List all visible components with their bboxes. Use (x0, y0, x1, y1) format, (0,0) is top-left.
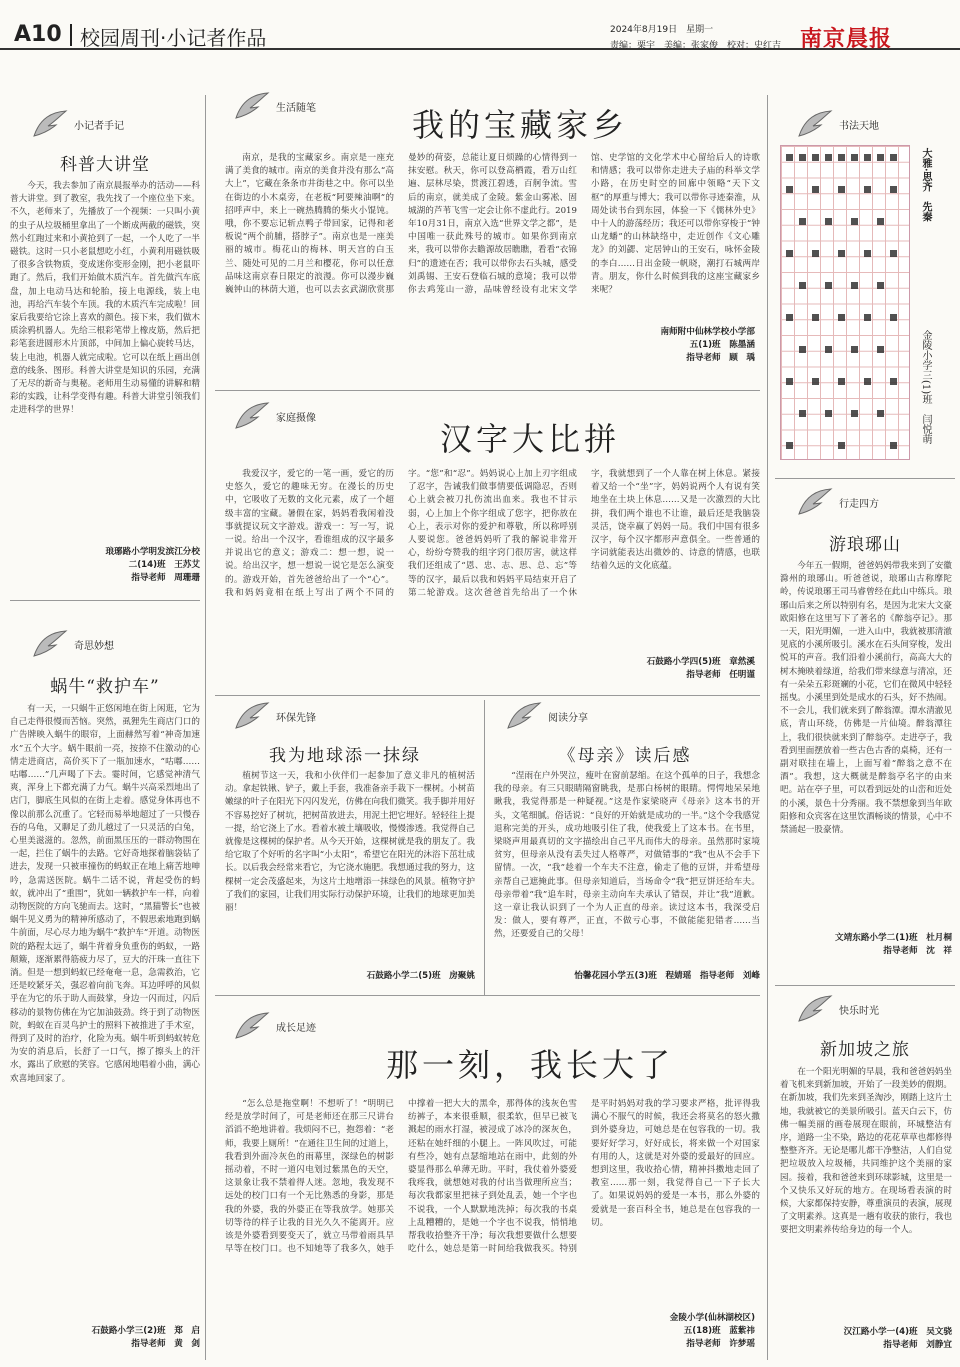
article-byline (780, 1326, 952, 1352)
issue-date: 2024年8月19日 星期一 (610, 25, 714, 35)
article-title: 科普大讲堂 (60, 155, 150, 175)
feather-quill-icon (232, 700, 272, 732)
section-label: 小记者手记 (74, 120, 124, 132)
section-divider (775, 985, 955, 986)
article-body: “涅雨在户外哭泣，瘦叶在窗前瑟缩。在这个孤单的日子，我想念我的母亲。有三只眼睛隔窗眺我，是那白杨树的眼睛。愕愕地呆呆地瞅我，我觉得那是一种疑视。”这是作家梁晓声《母亲》这本书的开头，文笔细腻。俗话说：“良好的开始就是成功的一半。”这个令我感觉退称完美的开头，成功地吸引住了我，使我爱上了这本书。在书里，梁晓声用最真切的文字描绘出自己平凡而伟大的母亲。虽然那时家境贫穷，但母亲从没有丢失过人格尊严，对做错事的“我”也从不会手下留情。一次，“我”趁着一个车夫不注意，偷走了他的豆饼，并希望母亲帮自己遮掩此事。但母亲知道后，当场命令“我”把豆饼还给车夫。母亲带着“我”追车时，母亲主动向车夫承认了错误，并让“我”道歉。这一章让我认识到了一个为人正直的母亲。读过这本书，我深受启发：做人，要有尊严，正直，不做亏心事，不做能能犯错者……当然，还要爱自己的父母！ (494, 771, 760, 940)
feather-quill-icon (30, 628, 70, 660)
section-badge (795, 486, 879, 518)
column-divider (484, 700, 485, 995)
section-label: 阅读分享 (548, 712, 588, 724)
byline-school: 琅琊路小学明发滨江分校 (105, 547, 200, 557)
editor-credits: 责编：栗宇 美编：张家俊 校对：史红吉 (610, 41, 782, 51)
byline-teacher: 指导老师 任明谨 (686, 670, 755, 680)
byline-author: 汉江路小学一(4)班 吴文骁 (843, 1327, 952, 1337)
byline-author: 石鼓路小学三(2)班 郑 启 (91, 1326, 200, 1336)
section-label: 行走四方 (839, 498, 879, 510)
byline-school: 金陵小学(仙林湖校区) (669, 1313, 755, 1323)
article-byline (570, 1312, 755, 1351)
section-label: 家庭摄像 (276, 412, 316, 424)
section-badge (30, 628, 114, 660)
article-body: 今天，我去参加了南京晨报举办的活动——科普大讲堂。到了教室，我先找了一个座位坐下来。不久，老师来了，先播放了一个视频：一只叫小黄的虫子从垃圾桶里拿出了一个断成两截的磁铁，突然小红跑过来和小黄抢到了一起，一个人吃了一半磁铁。这时一只小老鼠想吃小红，小黄利用磁铁吸了很多含铁物质，变成迷你变形金刚，把小老鼠吓跑了。然后，我们开始做木质汽车。首先做汽车底盘，加上电动马达和轮胎，接上电源线，装上电池，再给汽车装个车顶。我的木质汽车完成啦！回家后我要给它涂上喜欢的颜色。接下来，我们做木质涂鸦机器人。先给三根彩笔带上橡皮筋，然后把彩笔套进圆形木片顶部，中间加上偏心旋转马达，装上电池，机器人就完成啦。它可以在纸上画出创意的线条、图形。科普大讲堂是知识的乐园，充满了无尽的新奇与奥秘。老师用生动易懂的讲解和精彩的实践，让科学变得有趣。科普大讲堂引领我们走进科学的世界！ (10, 181, 200, 416)
page-number: A10 (14, 22, 62, 47)
article-body: “怎么总是拖堂啊！不想听了！”明明已经是放学时间了，可是老师还在那三尺讲台滔滔不绝地讲着。我烦闷不已，抱怨着：“老师，我要上厕所！”在通往卫生间的过道上，我看到外面冷灰色的雨幕里，深绿色的树影摇动着，不时一道闪电划过紫黑色的天空，这景象让我不禁着得人迷。忽地，我发现不远处的校门口有一个无比熟悉的身影，那是我的外婆，我的外婆正在等我放学。她那关切等待的样子让我的目光久久不能离开。应该是外婆看到要变天了，就立马带着雨具早早等在校门口。也不知她等了我多久，她手中撑着一把大大的黑伞，那得体的浅灰色雪纺裤子，本来很垂顺，很柔软，但早已被飞溅起的雨水打湿，被浸成了冰冷的深灰色，还粘在她纤细的小腿上。一阵风吹过，可能有些冷，她有点瑟缩地站在雨中，此刻的外婆显得那么单薄无助。平时，我仗着外婆爱我疼我，就想她对我的付出当做理所应当；每次我都家里把袜子到处乱丢，她一个字也不说我，一个人默默地洗掉；每次我的书桌上乱糟糟的，是她一个字也不说我，悄悄地帮我收拾整齐干净；每次我想要做什么想要吃什么，她总是第一时间给我做我买。特别是平时妈妈对我的学习要求严格，批评得我满心不服气的时候，我还会将莫名的怒火撒到外婆身边，可她总是在包容我的一切。我要好好学习，好好成长，将来做一个对国家有用的人，这就是对外婆的爱最好的回应。想到这里，我收拾心情，精神抖擞地走回了教室……那一刻，我觉得自己一下子长大了。如果说妈妈的爱是一本书，那么外婆的爱就是一套百科全书，她总是在包容我的一切。 (225, 1099, 760, 1255)
calligraphy-artwork (780, 145, 910, 460)
byline-author: 怡馨花园小学五(3)班 程婧瑶 指导老师 刘峰 (574, 971, 760, 981)
byline-teacher: 指导老师 许梦瑶 (686, 1339, 755, 1349)
section-badge (232, 700, 316, 732)
article-title: 游琅琊山 (829, 535, 901, 555)
section-badge (30, 108, 124, 140)
section-badge (232, 90, 316, 122)
section-badge (232, 400, 316, 432)
article-title: 《母亲》读后感 (558, 746, 692, 766)
section-label: 奇思妙想 (74, 640, 114, 652)
article-title: 汉字大比拼 (439, 420, 620, 458)
section-divider (215, 995, 760, 996)
feather-quill-icon (232, 1010, 272, 1042)
section-label: 书法天地 (839, 120, 879, 132)
calligraphy-strokes (781, 146, 911, 461)
section-badge (795, 993, 879, 1025)
article-body: 在一个阳光明媚的早晨，我和爸爸妈妈坐着飞机来到新加坡，开始了一段美妙的假期。在新加坡，我们先来到圣淘沙，刚踏上这片土地，我就被它的美景所吸引。蓝天白云下，仿佛一幅美丽的画卷展现在眼前，环城整洁有序，道路一尘不染，路边的花花草草也都修得整整齐齐。无论是哪儿都干净整洁，人们自觉把垃圾放入垃圾桶，共同维护这个美丽的家园。接着，我和爸爸来到环球影城，这里是一个又快乐又好玩的地方。在现场看表演的时候，大家都保持安静，尊重演员的表演，展现了文明素养。这真是一趟有收获的旅行，我也要把文明素养传给身边的每一个人。 (780, 1067, 952, 1236)
article-body: 南京，是我的宝藏家乡。南京是一座充满了美食的城市。南京的美食并没有那么“高大上”，它藏在条条市井街巷之中。你可以坐在街边的小木桌旁，在老板“阿要辣油啊”的招呼声中，来上一碗热腾腾的柴火小馄饨。哦，你不要忘记斩点鸭子带回家，记得和老板说“两个前脯，搭脖子”。南京也是一座美丽的城市。梅花山的梅林、明天宫的白玉兰、随处可见的二月兰和樱花，你可以任意品味这南京春日限定的浪漫。你可以漫步巍巍钟山的林荫大道，也可以去玄武湖欣赏那曼妙的荷姿，总能让夏日烦躁的心情得到一抹安慰。秋天，你可以登高栖霞，看万山红遍、层林尽染，贯渡江碧透，百舸争流。雪后的南京，就美成了金陵。紫金山雾凇、固城湖的芦苇飞雪一定会让你不虚此行。2019年10月31日，南京入选“世界文学之都”，是中国唯一获此殊号的城市。如果你到南京来，我可以带你去瞻源故居瞧瞧，看看“衣锦归”的遗迹在否；我可以带你去石头城，感受刘禹锡、王安石登临石城的意境；我可以带你去鸡笼山一游，品味曾经设有北宋文学馆、史学馆的文化学术中心留给后人的诗歌和情感；我可以带你走进夫子庙的科举文学小路，在历史时空的回廊中领略“天下文枢”的厚重与博大；我可以带你寻迹秦淮，从周处读书台到东园，体验一下《儒林外史》中十人的游荡经历；我还可以带你穿梭于“钟山龙蟠”的山林缺络中，走近创作《文心雕龙》的刘勰、定居钟山的王安石，咏怀金陵的李白……日出金陵一帆晓，潮打石城两岸青。朋友，你什么时候到我的这座宝藏家乡来呢？ (225, 153, 760, 296)
section-title: 校园周刊·小记者作品 (80, 26, 267, 50)
newspaper-logo: 南京晨报 (800, 26, 893, 52)
section-label: 生活随笔 (276, 102, 316, 114)
article-byline (10, 546, 200, 585)
article-body: 有一天，一只蜗牛正悠闲地在街上闲逛，它为自己走得很慢而苦恼。突然，虱狸先生商店门口的广告牌映入蜗牛的眼帘，上面赫然写着“神奇加速水”五个大字。蜗牛眼前一亮，按捺不住激动的心情走进商店，高价买下了一瓶加速水，“咕嘟……咕嘟……”几声喝了下去。霎时间，它感觉神清气爽，浑身上下都充满了力气。蜗牛兴高采烈地出了店门，脚底生风似的在街上走着。感觉身体再也不像以前那么沉重了。它轻而易举地超过了一只慢吞吞的乌龟，又聊足了劲儿越过了一只灵活的白兔，心里美滋滋的。忽然，前面黑压压的一群动物围在一起，拦住了蜗牛的去路。它好奇地探着脑袋钻了进去，发现一只被車撞伤的蚂蚁正在地上痛苦地呻吟，急需送医院。蜗牛二话不说，背起受伤的蚂蚁，就冲出了“重围”，犹如一辆救护车一样，向着动物医院的方向飞驰而去。这时，“黑猫警长”也被蜗牛见义勇为的精神所感动了，不假思索地跑到蜗牛前面，尽心尽力地为蜗牛“救护车”开道。动物医院的路程太远了，蜗牛背着身负重伤的蚂蚁，一路颠簸，逐渐累得筋疲力尽了，豆大的汗珠一直往下淌。但是一想到蚂蚁已经奄奄一息，急需救治，它还是咬紧牙关，强忍着向前飞奔。耳边呼呼的风似乎在为它的乐于助人而鼓掌，身边一闪而过，闪后移动的景物仿佛在为它加油鼓劲。终于到了动物医院，蚂蚁在百灵鸟护士的照料下被推进了手术室，得到了及时的治疗，化险为夷。蜗牛听到蚂蚁转危为安的消息后，长舒了一口气，擦了擦头上的汗水，露出了欣慰的笑容。它感闲地唱着小曲，满心欢喜地回家了。 (10, 704, 200, 1084)
feather-quill-icon (30, 108, 70, 140)
article-title: 那一刻，我长大了 (385, 1046, 674, 1084)
section-label: 环保先锋 (276, 712, 316, 724)
article-byline (225, 970, 475, 983)
section-badge (504, 700, 588, 732)
section-label: 成长足迹 (276, 1022, 316, 1034)
feather-quill-icon (232, 90, 272, 122)
byline-school: 南师附中仙林学校小学部 (660, 327, 755, 337)
section-divider (775, 478, 955, 479)
article-byline (780, 932, 952, 958)
calligraphy-author: 金陵小学三(1)班 闫悦萌 (920, 330, 931, 445)
page-header (0, 0, 960, 50)
byline-author: 文靖东路小学二(1)班 杜月桐 (835, 933, 952, 943)
calligraphy-title: 大雅·思齐 先秦 (920, 148, 931, 222)
section-divider (10, 600, 200, 601)
article-byline (494, 970, 760, 983)
byline-author: 二(14)班 王苏艾 (128, 560, 200, 570)
byline-teacher: 指导老师 周珊珊 (131, 573, 200, 583)
column-divider (767, 95, 768, 1360)
byline-author: 五(1)班 陈墨涵 (689, 340, 755, 350)
article-body: 植树节这一天，我和小伙伴们一起参加了意义非凡的植树活动。拿起铁锹、铲子，戴上手套，我准备亲手栽下一棵树。小树苗嫩绿的叶子在阳光下闪闪发光，仿佛在向我们微笑。我手脚并用好不容易挖好了树坑，把树苗放进去，用泥土把它埋好。轻轻往上提一提，给它浇上了水。看着水被土壤吸收，慢慢渗透。我觉得自己就像是这棵树的保护者。从今天开始，这棵树就是我的朋友了。我给它取了个好听的名字叫“小太阳”，希望它在阳光的沐浴下茁壮成长。以后我会经常来看它，为它浇水施肥。我想通过我的努力，这棵树一定会茂盛起来，为这片土地增添一抹绿色的风景。植物守护了我们的家园，让我们用实际行动保护环境，让我们的地球更加美丽！ (225, 771, 475, 914)
section-badge (795, 108, 879, 140)
byline-teacher: 指导老师 沈 祥 (883, 946, 952, 956)
article-body: 今年五一假期，爸爸妈妈带我来到了安徽滁州的琅琊山。听爸爸说，琅琊山古称摩陀岭，传说琅琊王司马睿曾经在此山中练兵。琅琊山后来之所以特别有名，是因为北宋大文豪欧阳修在这里写下了著名的《醉翁亭记》。那一天，阳光明媚，一进入山中，我就被那清澈见底的小溪所吸引。溪水在石头间穿梭，发出悦耳的声音。我们沿着小溪前行，高高大大的树木掩映着绿道，给我们带来绿意与清凉，还有一朵朵五彩斑斓的小花，它们在微风中轻轻摇曳。小溪里到处是成水的石头，好不热闹。不一会儿，我们就来到了醉翁潭。潭水清澈见底，青山环绕，仿佛是一片仙境。醉翁潭往上，我们很快就来到了醉翁亭。走进亭子，我看到里面摆放着一些古色古香的桌椅，还有一副对联挂在墙上，上面写着“醉翁之意不在酒”。我想，这大概就是醉翁亭名字的由来吧。站在亭子里，可以看到远处的山峦和近处的小溪，景色十分秀丽。我不禁想象到当年欧阳修和众宾客在这里饮酒畅谈的情景，心中不禁涌起一股豪情。 (780, 561, 952, 836)
article-byline (10, 1325, 200, 1351)
byline-author: 五(18)班 蓝紫祎 (683, 1326, 755, 1336)
article-body: 我爱汉字，爱它的一笔一画，爱它的历史悠久，爱它的趣味无穷。在漫长的历史中，它吸收了无数的文化元素，成了一个超级丰富的宝藏。暑假在家，妈妈看我闲着没事就提议玩文字游戏。游戏一：写一写，说一说。给出一个汉字，看谁组成的汉字最多并说出它的意义；游戏二：想一想，说一说。给出汉字，想一想说一说它是怎么演变的。游戏开始，首先爸爸给出了一个“心”。我和妈妈竟相在纸上写出了两个不同的字。“您”和“忍”。妈妈说心上加上刃字组成了忍字，告诫我们做事情要低调隐忍，否则心上就会被刀扎伤流出血来。我也不甘示弱，心上加上个你字组成了您字，把你放在心上，表示对你的爱护和尊敬，所以称呼别人要说您。爸爸妈妈听了我的解说非常开心，纷纷夸赞我的组字窍门很厉害，就这样我们还组成了“恩、忠、志、思、总、忘”等等的汉字，最后以我和妈妈平局结束开启了第二轮游戏。这次爸爸首先给出了一个休字，我就想到了一个人靠在树上休息。紧接着又给一个“坐”字，妈妈说两个人有说有笑地坐在土块上休息……又是一次激烈的大比拼，我们两个谁也不让谁，最后还是我脑袋灵活，饶幸赢了妈妈一局。我们中国有很多汉字，每个汉字都形声意俱全。一些普通的字词就能表达出微妙的、诗意的情感，也联结着久远的文化底蕴。 (225, 469, 760, 598)
article-title: 新加坡之旅 (820, 1040, 910, 1060)
byline-teacher: 指导老师 刘静宜 (883, 1340, 952, 1350)
column-divider (205, 95, 206, 1360)
byline-teacher: 指导老师 黄 剑 (131, 1339, 200, 1349)
article-title: 我的宝藏家乡 (411, 106, 628, 144)
feather-quill-icon (795, 108, 835, 140)
byline-author: 石鼓路小学四(5)班 章然溪 (646, 657, 755, 667)
article-byline (570, 656, 755, 682)
section-badge (232, 1010, 316, 1042)
feather-quill-icon (795, 486, 835, 518)
byline-teacher: 指导老师 顾 瑀 (686, 353, 755, 363)
feather-quill-icon (795, 993, 835, 1025)
article-title: 我为地球添一抹绿 (269, 746, 421, 766)
feather-quill-icon (232, 400, 272, 432)
article-title: 蜗牛“救护车” (50, 677, 160, 697)
section-divider (215, 695, 760, 696)
byline-author: 石鼓路小学二(5)班 房聚姚 (366, 971, 475, 981)
header-divider (70, 24, 72, 46)
article-byline (570, 326, 755, 365)
section-label: 快乐时光 (839, 1005, 879, 1017)
feather-quill-icon (504, 700, 544, 732)
section-divider (215, 390, 760, 391)
